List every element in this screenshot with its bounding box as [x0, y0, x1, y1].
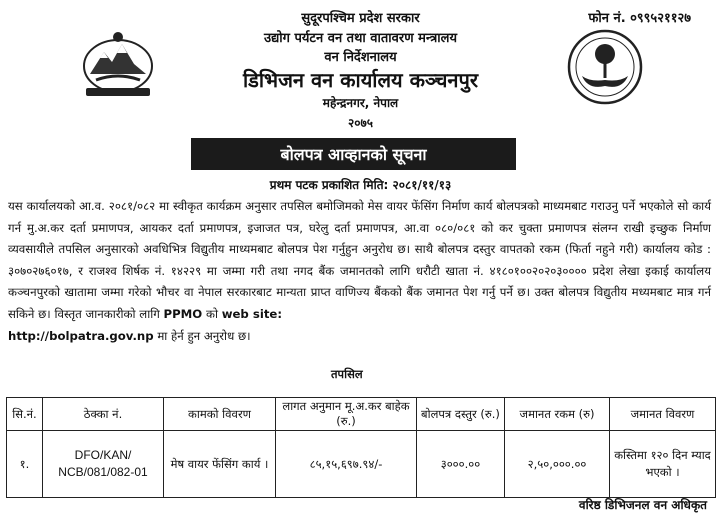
cell-security-details: कस्तिमा १२० दिन म्याद भएको । — [610, 431, 716, 498]
header-office-name: डिभिजन वन कार्यालय कञ्चनपुर — [242, 68, 479, 92]
ppmo-label: PPMO — [163, 306, 203, 321]
header-cost-estimate: लागत अनुमान मू.अ.कर बाहेक (रु.) — [276, 398, 417, 431]
table-header-row — [7, 398, 716, 431]
publication-date: प्रथम पटक प्रकाशित मिति: २०८१/११/१३ — [269, 178, 452, 192]
phone-number: फोन नं. ०९९५२११२७ — [588, 11, 691, 26]
cell-serial: १. — [7, 431, 43, 498]
cell-bid-security: २,५०,०००.०० — [505, 431, 610, 498]
header-address: महेन्द्रनगर, नेपाल — [322, 96, 399, 110]
header-serial: सि.नं. — [7, 398, 43, 431]
notice-body — [8, 196, 711, 347]
notice-title-banner: बोलपत्र आव्हानको सूचना — [191, 138, 516, 170]
tender-table — [6, 397, 716, 498]
body-text-part1: यस कार्यालयको आ.व. २०८१/०८२ मा स्वीकृत कार्यक्रम अनुसार तपसिल बमोजिमको मेस वायर फेंसिंग निर्माण कार्य बोलपत्रको माध्यमबाट गराउनु पर्ने भएकोले सो कार्य गर्न मु.अ.कर दर्ता प्रमाणपत्र, आयकर दर्ता प्रमाणपत्र, इजाजत पत्र, घरेलु दर्ता प्रमाणपत्र, आ.वा ०८०/०८१ को कर चुक्ता प्रमाणपत्र संलग्न राखी इच्छुक निर्माण व्यवसायीले तपसिल अनुसारको अवधिभित्र विद्युतीय माध्यमबाट बोलपत्र पेश गर्नुहुन अनुरोध छ। साथै बोलपत्र दस्तुर वापतको रकम (फिर्ता नहुने गरी) कार्यालय कोड : ३०७०२७६०१७, र राजश्व शिर्षक नं. १४२२९ मा जम्मा गरी तथा नगद बैंक जमानतको लागि धरौटी खाता नं. ४१८०१००२०२०३०००० प्रदेश लेखा इकाई कार्यालय कञ्चनपुरको खातामा जम्मा गरेको भौचर वा नेपाल सरकारबाट मान्यता प्राप्त वाणिज्य बैंकको बैंक जमानत पेश गर्नु पर्ने छ। उक्त बोलपत्र विद्युतीय मध्यमबाट मात्र गर्न सकिने छ। विस्तृत जानकारीको लागि — [8, 199, 711, 321]
header-contract-no: ठेक्का नं. — [43, 398, 164, 431]
header-ministry-line: उद्योग पर्यटन वन तथा वातावरण मन्त्रालय — [263, 31, 458, 46]
body-text-part3: मा हेर्न हुन अनुरोध छ। — [157, 328, 251, 343]
body-text-part2: को — [205, 306, 218, 321]
cell-contract-no: DFO/KAN/ NCB/081/082-01 — [43, 431, 164, 498]
cell-cost-estimate: ८५,१५,६९७.९४/- — [276, 431, 417, 498]
cell-bid-fee: ३०००.०० — [417, 431, 505, 498]
header-security-details: जमानत विवरण — [610, 398, 716, 431]
table-row — [7, 431, 716, 498]
header-bid-security: जमानत रकम (रु) — [505, 398, 610, 431]
signature-designation: वरिष्ठ डिभिजनल वन अधिकृत — [578, 498, 707, 512]
header-government-line: सुदूरपश्चिम प्रदेश सरकार — [301, 11, 420, 26]
forest-department-logo-icon — [566, 28, 644, 106]
cell-work-description: मेष वायर फेंसिंग कार्य । — [164, 431, 276, 498]
website-label: web site: — [221, 306, 283, 321]
header-work-description: कामको विवरण — [164, 398, 276, 431]
nepal-emblem-icon — [76, 28, 160, 100]
website-link[interactable]: http://bolpatra.gov.np — [8, 328, 154, 343]
header-bid-fee: बोलपत्र दस्तुर (रु.) — [417, 398, 505, 431]
header-year: २०७५ — [348, 116, 373, 130]
header-directorate-line: वन निर्देशनालय — [324, 50, 397, 65]
table-title: तपसिल — [331, 367, 363, 381]
